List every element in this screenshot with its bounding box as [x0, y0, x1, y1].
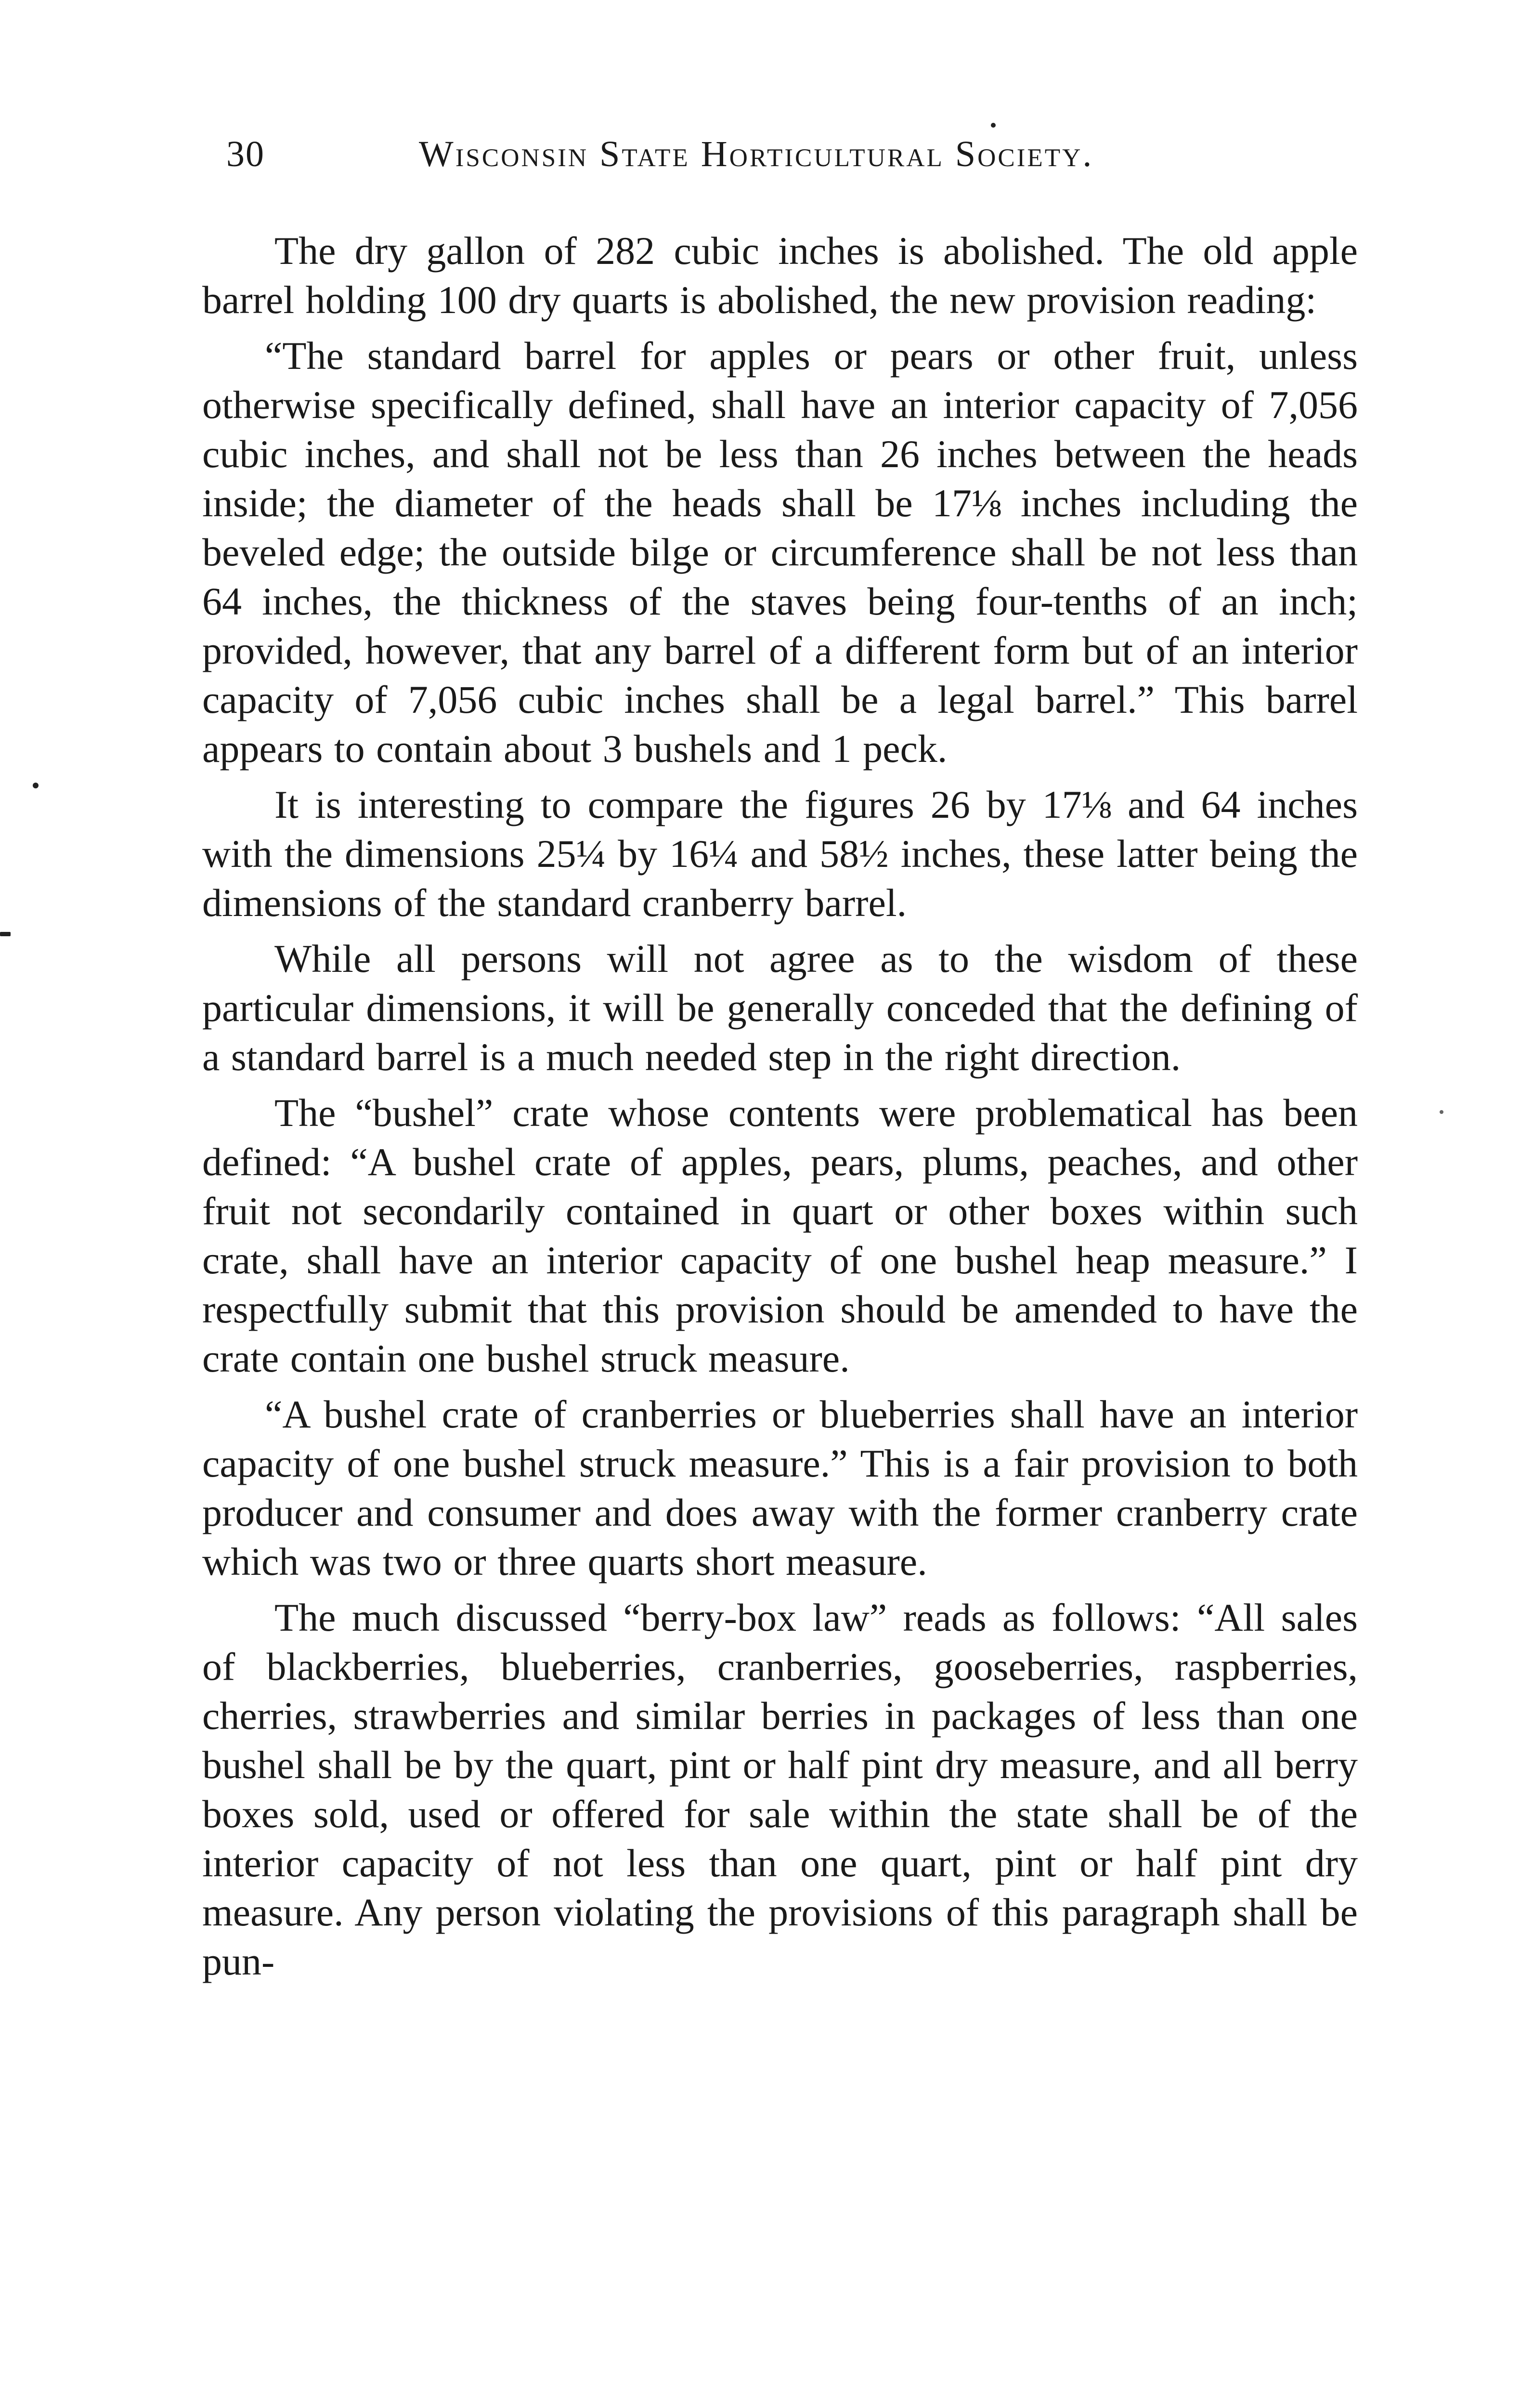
page-number: 30 — [226, 134, 265, 174]
paragraph: The much discussed “berry-box law” reads as follows: “All sales of blackberries, blueberries, cranberries, gooseberries, raspberries, cherries, strawberries and similar berries in packages of less than one bushel shall be by the quart, pint or half pint dry measure, and all berry boxes sold, used or offered for sale within the state shall be of the interior capacity of not less than one quart, pint or half pint dry measure. Any person violating the provisions of this paragraph shall be pun- — [202, 1596, 1358, 1983]
ink-speck — [33, 783, 39, 788]
ink-speck — [991, 123, 996, 128]
ink-speck — [0, 932, 11, 936]
paragraph: The dry gallon of 282 cubic inches is abolished. The old apple barrel holding 100 dry quarts is abolished, the new provision reading: — [202, 229, 1358, 322]
running-head: Wisconsin State Horticultural Society. — [419, 134, 1094, 174]
paragraph: The “bushel” crate whose contents were problematical has been defined: “A bushel crate of apples, pears, plums, peaches, and other fruit not secondarily contained in quart or other boxes within such crate, shall have an interior capacity of one bushel heap measure.” I respectfully submit that this provision should be amended to have the crate contain one bushel struck measure. — [202, 1091, 1358, 1380]
ink-speck — [1440, 1110, 1443, 1114]
page-header — [226, 130, 1276, 188]
paragraph: While all persons will not agree as to the wisdom of these particular dimensions, it will be generally conceded that the defining of a standard barrel is a much needed step in the right direction. — [202, 937, 1358, 1079]
paragraph: “The standard barrel for apples or pears or other fruit, unless otherwise specifically defined, shall have an interior capacity of 7,056 cubic inches, and shall not be less than 26 inches between the heads inside; the diameter of the heads shall be 17⅛ inches including the beveled edge; the outside bilge or circumference shall be not less than 64 inches, the thickness of the staves being four-tenths of an inch; provided, however, that any barrel of a different form but of an interior capacity of 7,056 cubic inches shall be a legal barrel.” This barrel appears to contain about 3 bushels and 1 peck. — [202, 334, 1358, 771]
paragraph: It is interesting to compare the figures 26 by 17⅛ and 64 inches with the dimensions 25¼ by 16¼ and 58½ inches, these latter being the dimensions of the standard cranberry barrel. — [202, 783, 1358, 925]
paragraph: “A bushel crate of cranberries or blueberries shall have an interior capacity of one bushel struck measure.” This is a fair provision to both producer and consumer and does away with the former cranberry crate which was two or three quarts short measure. — [202, 1392, 1358, 1584]
body-text — [202, 226, 1358, 1993]
